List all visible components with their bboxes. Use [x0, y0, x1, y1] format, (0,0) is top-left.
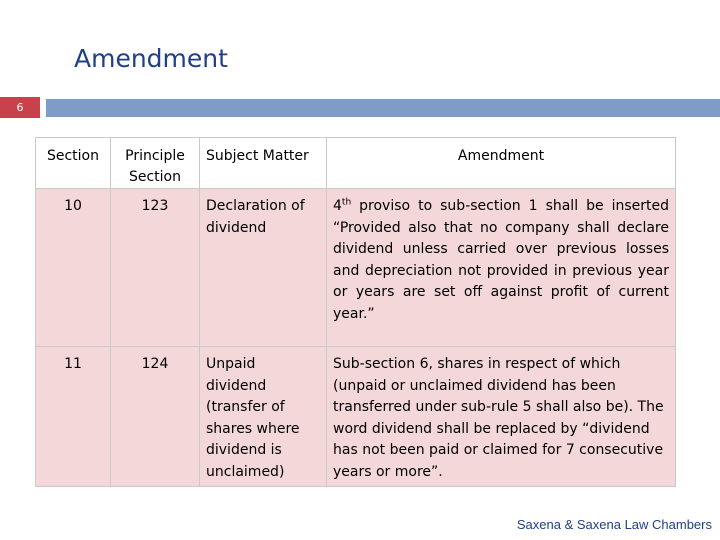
cell-principle: 124 — [111, 347, 200, 487]
cell-amendment: 4th proviso to sub-section 1 shall be inserted “Provided also that no company shall declare dividend unless carried over previous losses and depreciation not provided in previous year or years are set off against profit of current year.” — [327, 189, 676, 347]
cell-principle: 123 — [111, 189, 200, 347]
table-row — [36, 347, 676, 487]
header-bar — [46, 99, 720, 117]
footer-credit: Saxena & Saxena Law Chambers — [516, 517, 712, 532]
slide-number: 6 — [0, 97, 40, 118]
header-principle-section: Principle Section — [111, 138, 200, 189]
header-subject-matter: Subject Matter — [200, 138, 327, 189]
cell-subject: Unpaid dividend (transfer of shares where dividend is unclaimed) — [200, 347, 327, 487]
cell-section: 10 — [36, 189, 111, 347]
cell-subject: Declaration of dividend — [200, 189, 327, 347]
cell-amendment: Sub-section 6, shares in respect of which (unpaid or unclaimed dividend has been transferred under sub-rule 5 shall also be). The word dividend shall be replaced by “dividend has not been paid or claimed for 7 consecutive years or more”. — [327, 347, 676, 487]
cell-section: 11 — [36, 347, 111, 487]
header-section: Section — [36, 138, 111, 189]
table-row — [36, 189, 676, 347]
slide-title: Amendment — [74, 44, 228, 73]
amendment-table — [35, 137, 676, 487]
header-amendment: Amendment — [327, 138, 676, 189]
table-header-row — [36, 138, 676, 189]
